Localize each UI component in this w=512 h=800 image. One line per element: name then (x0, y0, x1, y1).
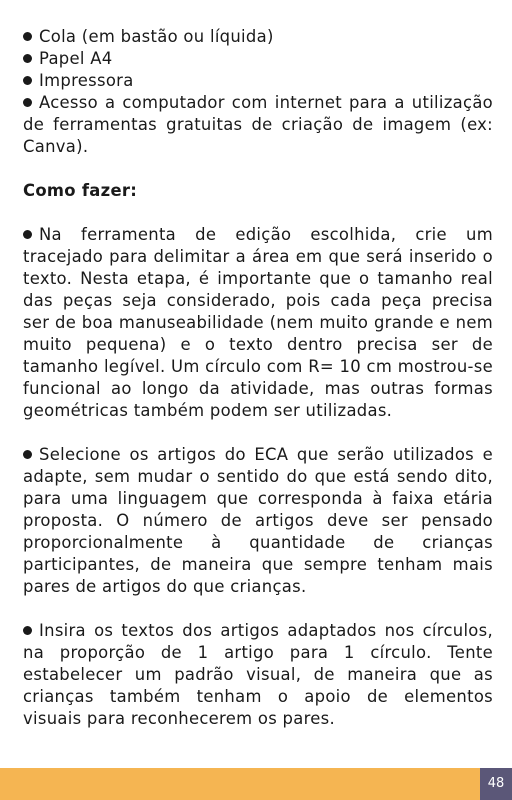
spacer (23, 158, 493, 180)
bullet-icon (23, 32, 32, 41)
list-item-text: Cola (em bastão ou líquida) (39, 27, 274, 46)
list-item (23, 26, 493, 48)
page-content (23, 26, 493, 730)
bullet-icon (23, 98, 32, 107)
spacer (23, 598, 493, 620)
list-item-text: Acesso a computador com internet para a utilização de ferramentas gratuitas de criação de imagem (ex: Canva). (23, 93, 493, 156)
step-text: Selecione os artigos do ECA que serão utilizados e adapte, sem mudar o sentido do que está sendo dito, para uma linguagem que corresponda à faixa etária proposta. O número de artigos deve ser pensado proporcionalmente à quantidade de crianças participantes, de maneira que sempre tenham mais pares de artigos do que crianças. (23, 445, 493, 596)
bullet-icon (23, 626, 32, 635)
spacer (23, 202, 493, 224)
footer-bar (0, 768, 480, 800)
step-paragraph (23, 444, 493, 598)
list-item-text: Impressora (39, 71, 134, 90)
spacer (23, 422, 493, 444)
section-heading: Como fazer: (23, 181, 138, 200)
bullet-icon (23, 230, 32, 239)
list-item (23, 48, 493, 70)
list-item (23, 70, 493, 92)
list-item-text: Papel A4 (39, 49, 113, 68)
bullet-icon (23, 54, 32, 63)
step-text: Na ferramenta de edição escolhida, crie um tracejado para delimitar a área em que será inserido o texto. Nesta etapa, é importante que o tamanho real das peças seja considerado, pois cada peça precisa ser de boa manuseabilidade (nem muito grande e nem muito pequena) e o texto dentro precisa ser de tamanho legível. Um círculo com R= 10 cm mostrou-se funcional ao longo da atividade, mas outras formas geométricas também podem ser utilizadas. (23, 225, 493, 420)
list-item (23, 92, 493, 158)
bullet-icon (23, 450, 32, 459)
step-paragraph (23, 620, 493, 730)
step-text: Insira os textos dos artigos adaptados nos círculos, na proporção de 1 artigo para 1 círculo. Tente estabelecer um padrão visual, de maneira que as crianças também tenham o apoio de elementos visuais para reconhecerem os pares. (23, 621, 493, 728)
step-paragraph (23, 224, 493, 422)
page-number: 48 (480, 768, 512, 800)
bullet-icon (23, 76, 32, 85)
